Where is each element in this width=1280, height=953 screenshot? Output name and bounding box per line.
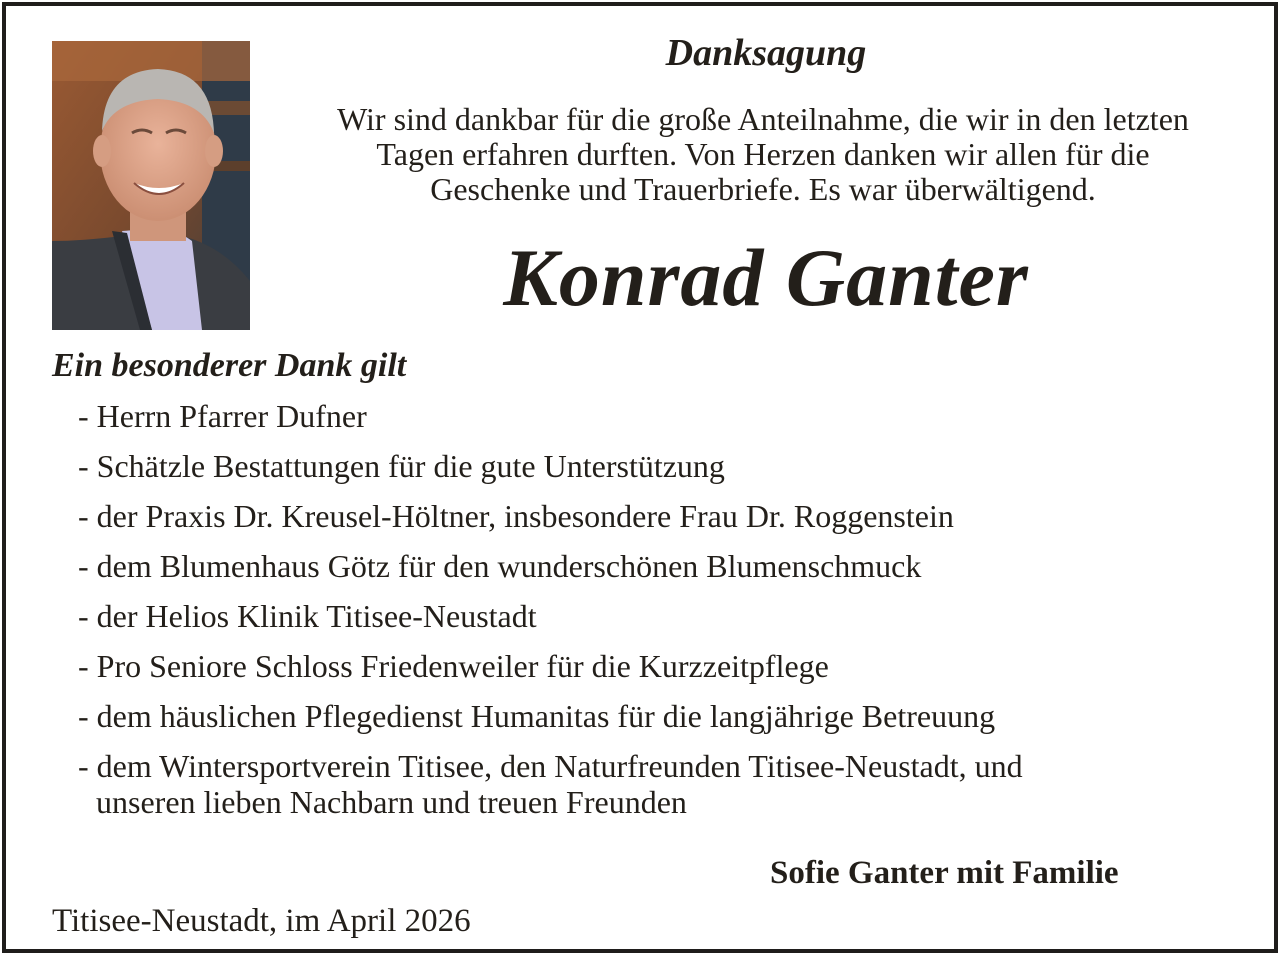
list-item: - dem Blumenhaus Götz für den wunderschönen Blumenschmuck — [78, 548, 922, 584]
deceased-name: Konrad Ganter — [503, 232, 1029, 323]
intro-text — [268, 102, 1258, 207]
list-item: - der Helios Klinik Titisee-Neustadt — [78, 598, 537, 634]
intro-line: Wir sind dankbar für die große Anteilnahme, die wir in den letzten — [337, 101, 1189, 137]
list-item: - der Praxis Dr. Kreusel-Höltner, insbesondere Frau Dr. Roggenstein — [78, 498, 954, 534]
thanks-list — [78, 398, 1228, 820]
intro-line: Geschenke und Trauerbriefe. Es war überwältigend. — [430, 171, 1096, 207]
list-item: - dem häuslichen Pflegedienst Humanitas für die langjährige Betreuung — [78, 698, 996, 734]
list-item: - Herrn Pfarrer Dufner — [78, 398, 367, 434]
list-item: - Pro Seniore Schloss Friedenweiler für die Kurzzeitpflege — [78, 648, 829, 684]
page-title: Danksagung — [665, 32, 867, 74]
list-item-continuation: unseren lieben Nachbarn und treuen Freunden — [96, 784, 687, 820]
obituary-frame — [2, 2, 1278, 953]
intro-line: Tagen erfahren durften. Von Herzen danken wir allen für die — [376, 136, 1150, 172]
list-item-line: - dem Wintersportverein Titisee, den Naturfreunden Titisee-Neustadt, und — [78, 748, 1023, 784]
signature: Sofie Ganter mit Familie — [770, 855, 1119, 891]
portrait-photo — [52, 41, 250, 330]
place-date: Titisee-Neustadt, im April 2026 — [52, 903, 471, 939]
list-item: - Schätzle Bestattungen für die gute Unterstützung — [78, 448, 725, 484]
special-thanks-heading: Ein besonderer Dank gilt — [52, 347, 407, 384]
list-item — [78, 748, 1228, 820]
